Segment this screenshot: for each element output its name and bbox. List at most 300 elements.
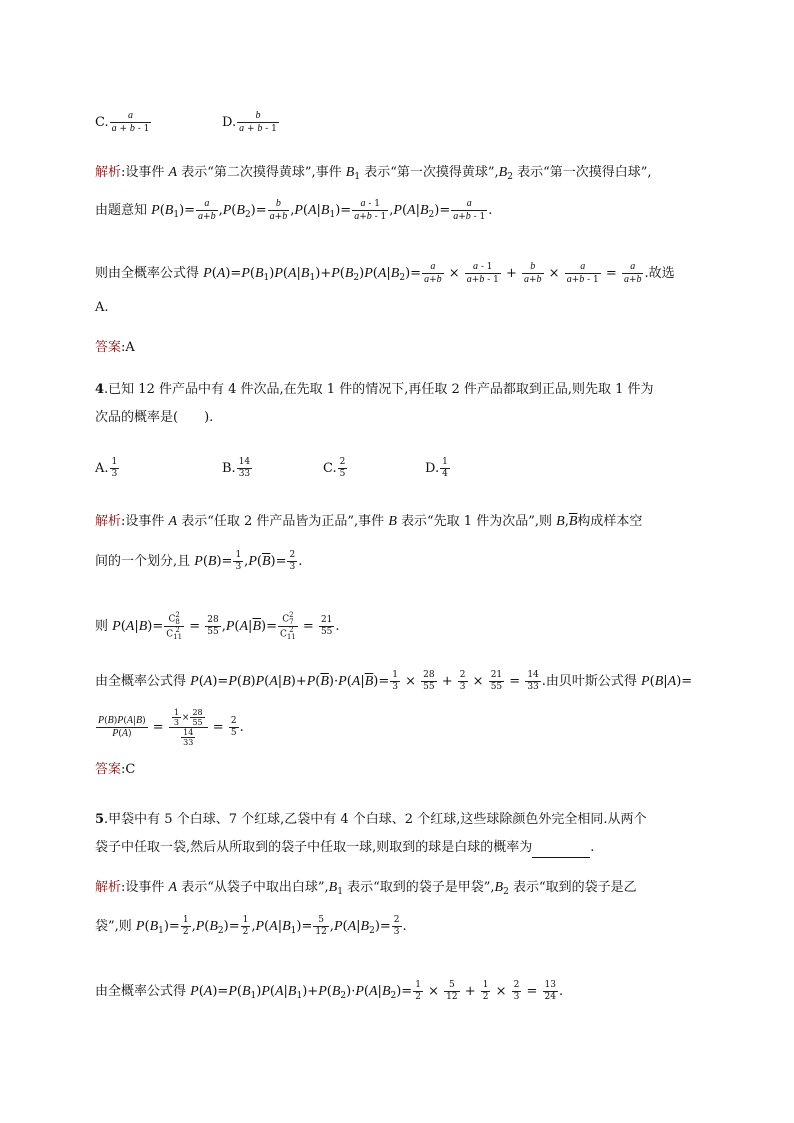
section-label: 解析: [95, 514, 122, 529]
math-var: B: [282, 674, 291, 689]
numerator: [543, 980, 558, 992]
math-var: A: [203, 984, 213, 999]
math-var: a: [128, 110, 133, 121]
numerator: [190, 708, 204, 718]
text: ,: [218, 203, 223, 218]
math-var: B: [282, 919, 291, 934]
text: (: [159, 203, 165, 218]
subscript: 2: [390, 991, 397, 1001]
text: 2: [230, 716, 237, 726]
combination-indices: [289, 612, 293, 626]
math-var: b: [479, 274, 485, 285]
text: ): [113, 716, 118, 726]
math-var: B: [654, 674, 664, 689]
denominator: [481, 992, 491, 1003]
text: 1: [242, 915, 249, 925]
text: 则由全概率公式得: [95, 266, 204, 281]
math-var: P: [135, 919, 145, 934]
superscript: 2: [289, 611, 294, 619]
fraction: [421, 670, 436, 693]
text: A.: [95, 300, 109, 315]
option-b: [222, 457, 253, 480]
math-var: P: [222, 203, 232, 218]
subscript: 2: [399, 273, 406, 283]
numerator: [440, 457, 450, 469]
subscript: 1: [158, 926, 164, 936]
text: |: [663, 674, 668, 689]
math-var: a: [466, 274, 472, 285]
text: |: [134, 619, 139, 634]
numerator: [444, 980, 459, 992]
denominator: [390, 682, 400, 693]
math-var: B: [419, 203, 429, 218]
math-var: A: [407, 203, 416, 218]
text: 55: [207, 627, 219, 637]
denominator: [169, 728, 208, 747]
math-var: P: [333, 919, 343, 934]
solution-line: [95, 670, 692, 693]
math-var: b: [366, 211, 372, 222]
text: 24: [544, 992, 556, 1002]
numerator: [268, 198, 290, 211]
fraction: [237, 110, 279, 135]
text: =: [298, 619, 318, 634]
text: 3: [392, 682, 398, 692]
text: 由题意知: [95, 203, 152, 218]
text: (: [401, 203, 408, 218]
text: (: [372, 266, 378, 281]
text: 3: [513, 992, 520, 1002]
math-var: a: [424, 274, 430, 285]
math-var: a: [580, 261, 586, 272]
math-var: B: [254, 266, 264, 281]
math-var: P: [225, 619, 235, 634]
denominator: [522, 274, 544, 286]
question-5: [95, 810, 646, 830]
numerator: [390, 670, 400, 682]
text: (: [104, 716, 108, 726]
text: :A: [121, 340, 135, 355]
math-var: P: [255, 674, 265, 689]
text: )=: [163, 919, 180, 934]
math-var: a: [204, 198, 210, 209]
text: 55: [423, 682, 435, 692]
fraction: [233, 550, 243, 573]
subscript: 2: [507, 172, 513, 182]
text: (: [231, 203, 237, 218]
text: 14: [183, 728, 194, 737]
text: +: [571, 275, 580, 285]
math-var: a: [360, 198, 366, 209]
math-var: P: [261, 984, 270, 999]
math-var: B: [236, 203, 245, 218]
solution-line: [95, 163, 652, 187]
numerator: [287, 550, 297, 562]
text: (: [342, 919, 348, 934]
math-var: b: [275, 198, 281, 209]
numerator: [481, 980, 491, 992]
text: .: [298, 554, 303, 569]
text: (: [269, 984, 275, 999]
numerator: [237, 110, 279, 123]
math-var: A: [307, 203, 317, 218]
text: 2: [182, 927, 189, 937]
text: )=: [212, 984, 229, 999]
text: 表示“第一次摸得黄球”,: [360, 165, 499, 180]
option-c: [95, 110, 152, 135]
solution-line: [95, 550, 302, 573]
denominator: [287, 562, 297, 573]
numerator: [421, 670, 436, 682]
text: =: [522, 984, 542, 999]
math-var: P: [248, 554, 257, 569]
fraction: [525, 670, 540, 693]
math-var: a: [269, 211, 275, 222]
denominator: [525, 682, 540, 693]
text: +: [429, 275, 437, 285]
math-var: A: [667, 674, 677, 689]
math-var: P: [112, 619, 121, 634]
text: ): [269, 266, 275, 281]
text: (: [234, 619, 240, 634]
text: 1: [173, 708, 179, 717]
subscript: 1: [296, 991, 303, 1001]
option-d: [425, 457, 451, 480]
numerator: [237, 457, 252, 469]
subscript: 2: [340, 991, 347, 1001]
math-var: B: [360, 919, 370, 934]
text: )=: [396, 984, 413, 999]
text: =: [601, 266, 621, 281]
numerator: [110, 110, 152, 123]
answer: [95, 338, 135, 358]
subscript: 1: [337, 887, 343, 897]
numerator: [525, 670, 540, 682]
text: 表示“第二次摸得黄球”,事件: [177, 165, 346, 180]
fraction: [313, 915, 328, 938]
subscript: 1: [250, 991, 257, 1001]
text: +: [460, 984, 480, 999]
text: )=: [147, 619, 164, 634]
text: (: [198, 674, 204, 689]
numerator: [489, 670, 504, 682]
subscript: 2: [369, 926, 375, 936]
subscript: 1: [354, 172, 361, 182]
text: |: [386, 266, 391, 281]
math-var: P: [641, 674, 650, 689]
text: )+: [315, 266, 332, 281]
text: (: [236, 674, 242, 689]
text: +: [529, 275, 537, 285]
superscript: 2: [175, 611, 180, 619]
numerator: [229, 716, 239, 728]
math-var: A: [168, 514, 178, 529]
text: .故选: [644, 266, 675, 281]
math-var: P: [393, 203, 402, 218]
denominator: [229, 728, 239, 739]
text: - 1: [484, 275, 499, 285]
text: .: [590, 840, 595, 855]
text: 表示“第一次摸得白球”,: [512, 165, 652, 180]
subscript: 2: [503, 887, 509, 897]
text: 55: [320, 627, 333, 637]
denominator: [543, 992, 558, 1003]
fraction: [169, 708, 208, 747]
text: )=: [405, 266, 422, 281]
text: .: [402, 919, 407, 934]
math-var: P: [228, 674, 237, 689]
numerator: [205, 615, 220, 627]
text: )=: [212, 674, 229, 689]
question-number: 5: [95, 812, 105, 827]
math-var: b: [129, 123, 135, 134]
math-var: P: [255, 919, 265, 934]
combination-indices: [287, 627, 296, 641]
fraction: [390, 670, 400, 693]
text: C: [282, 614, 290, 625]
fraction: [338, 457, 348, 480]
math-var: B: [556, 514, 565, 529]
text: .甲袋中有 5 个白球、7 个红球,乙袋中有 4 个白球、2 个红球,这些球除颜色外完全相同.从两个: [104, 812, 647, 827]
answer: [95, 760, 135, 780]
fraction: [565, 261, 601, 286]
text: (: [363, 984, 369, 999]
text: =: [208, 720, 228, 735]
math-var: a: [466, 198, 472, 209]
denominator: [181, 927, 191, 938]
text: .由贝叶斯公式得: [541, 674, 642, 689]
math-var: P: [190, 984, 199, 999]
text: :设事件: [121, 165, 169, 180]
subscript: 1: [290, 926, 297, 936]
math-var: A: [126, 715, 133, 726]
math-var: P: [194, 554, 203, 569]
fraction: [268, 198, 290, 223]
text: ): [250, 674, 256, 689]
subscript: 11: [173, 633, 183, 641]
subscript: 1: [173, 210, 180, 220]
numerator: [512, 980, 522, 992]
text: 5: [318, 915, 324, 925]
fraction: [190, 708, 204, 727]
text: +: [628, 275, 637, 285]
text: )+: [290, 674, 307, 689]
combination-indices: [175, 612, 179, 626]
denominator: [451, 211, 487, 223]
fraction: [451, 198, 487, 223]
text: )=: [676, 674, 693, 689]
text: |: [415, 203, 420, 218]
denominator: [422, 274, 444, 286]
text: 3: [459, 682, 466, 692]
numerator: [465, 261, 501, 274]
denominator: [338, 469, 348, 480]
denominator: [465, 274, 501, 286]
denominator: [110, 123, 152, 135]
fraction: [444, 980, 459, 1003]
text: 袋”,则: [95, 919, 136, 934]
fraction: [181, 915, 191, 938]
overlined-var: $\overline{B}$: [252, 619, 261, 634]
fraction: [278, 612, 298, 641]
math-var: B: [494, 880, 504, 895]
math-var: B: [207, 554, 217, 569]
text: B.: [222, 461, 236, 476]
subscript: 1: [329, 210, 336, 220]
denominator: [181, 738, 195, 747]
text: |: [132, 716, 137, 726]
numerator: [278, 612, 298, 627]
subscript: 8: [175, 618, 180, 626]
denominator: [237, 469, 252, 480]
math-var: P: [203, 266, 212, 281]
text: +: [501, 266, 521, 281]
math-var: B: [331, 984, 341, 999]
math-var: P: [190, 674, 199, 689]
text: (: [202, 554, 208, 569]
subscript: 1: [263, 273, 270, 283]
text: )·: [346, 984, 356, 999]
denominator: [233, 562, 243, 573]
fraction: [196, 198, 218, 223]
text: 2: [339, 457, 346, 467]
denominator: [444, 992, 459, 1003]
math-var: B: [300, 266, 310, 281]
math-var: A: [368, 984, 378, 999]
option-d: [222, 110, 280, 135]
text: (: [315, 674, 321, 689]
superscript: 2: [289, 626, 294, 634]
math-var: A: [168, 165, 178, 180]
denominator: [96, 728, 148, 740]
denominator: [190, 718, 204, 727]
text: +: [458, 212, 466, 222]
math-var: A: [269, 919, 278, 934]
text: 1: [182, 915, 189, 925]
text: :设事件: [121, 880, 169, 895]
math-var: A: [287, 266, 297, 281]
math-var: P: [195, 919, 205, 934]
text: ,: [191, 919, 196, 934]
text: 14: [527, 670, 539, 680]
text: 由全概率公式得: [95, 984, 191, 999]
numerator: [413, 980, 423, 992]
superscript: 2: [175, 626, 180, 634]
denominator: [565, 274, 601, 286]
fraction: [319, 615, 334, 638]
text: .: [239, 720, 244, 735]
numerator: [181, 915, 191, 927]
question-number: 4: [95, 382, 105, 397]
math-var: P: [112, 728, 119, 739]
subscript: 7: [289, 618, 294, 626]
denominator: [512, 992, 522, 1003]
text: (: [120, 619, 126, 634]
text: 12: [446, 992, 458, 1002]
denominator: [268, 211, 290, 223]
text: )=: [261, 619, 277, 634]
solution-line: [95, 261, 675, 288]
math-var: B: [320, 203, 330, 218]
math-var: a: [430, 261, 436, 272]
math-var: A: [377, 266, 387, 281]
fraction: [489, 670, 504, 693]
subscript: 1: [309, 273, 316, 283]
text: )=: [179, 203, 196, 218]
math-var: P: [294, 203, 303, 218]
text: )=: [250, 203, 267, 218]
denominator: [421, 682, 436, 693]
numerator: [451, 198, 487, 211]
math-var: B: [388, 514, 397, 529]
text: - 1: [365, 199, 380, 209]
text: .: [488, 203, 493, 218]
fraction: [96, 715, 148, 740]
text: - 1: [584, 275, 599, 285]
math-var: B: [107, 715, 114, 726]
math-var: B: [381, 984, 391, 999]
text: 表示“取到的袋子是乙: [508, 880, 637, 895]
text: +: [471, 275, 480, 285]
text: :C: [121, 762, 136, 777]
text: C.: [95, 115, 109, 130]
text: 12: [315, 927, 327, 937]
text: 2: [482, 992, 489, 1002]
math-var: b: [636, 274, 642, 285]
text: 21: [490, 670, 503, 680]
text: ): [256, 984, 262, 999]
numerator: [172, 708, 181, 718]
denominator: [622, 274, 644, 286]
text: ,: [251, 919, 256, 934]
text: )=: [270, 554, 287, 569]
text: 33: [183, 738, 194, 747]
text: C: [168, 614, 176, 625]
math-var: A: [351, 674, 361, 689]
math-var: P: [98, 715, 105, 726]
text: ,: [329, 919, 334, 934]
section-label: 答案: [95, 762, 122, 777]
fraction: [229, 716, 239, 739]
text: =: [505, 674, 525, 689]
fraction: [512, 980, 522, 1003]
text: )=: [373, 674, 390, 689]
denominator: [352, 211, 388, 223]
section-label: 解析: [95, 880, 122, 895]
solution-line: [95, 915, 407, 941]
text: ): [127, 729, 132, 739]
numerator: [233, 550, 243, 562]
denominator: [196, 211, 218, 223]
math-var: A: [269, 674, 278, 689]
text: .: [335, 619, 340, 634]
text: +: [116, 124, 130, 134]
math-var: B: [344, 266, 354, 281]
text: )+: [302, 984, 319, 999]
text: .已知 12 件产品中有 4 件次品,在先取 1 件的情况下,再任取 2 件产品都取到正品,则先取 1 件为: [104, 382, 654, 397]
numerator: [96, 715, 148, 728]
question-5: [95, 838, 594, 858]
math-var: B: [287, 984, 297, 999]
math-var: b: [465, 211, 471, 222]
text: 55: [192, 718, 203, 727]
text: D.: [425, 461, 440, 476]
text: |: [377, 984, 382, 999]
math-var: a: [630, 261, 636, 272]
text: 1: [392, 670, 398, 680]
text: (: [118, 729, 122, 739]
fraction: [440, 457, 450, 480]
